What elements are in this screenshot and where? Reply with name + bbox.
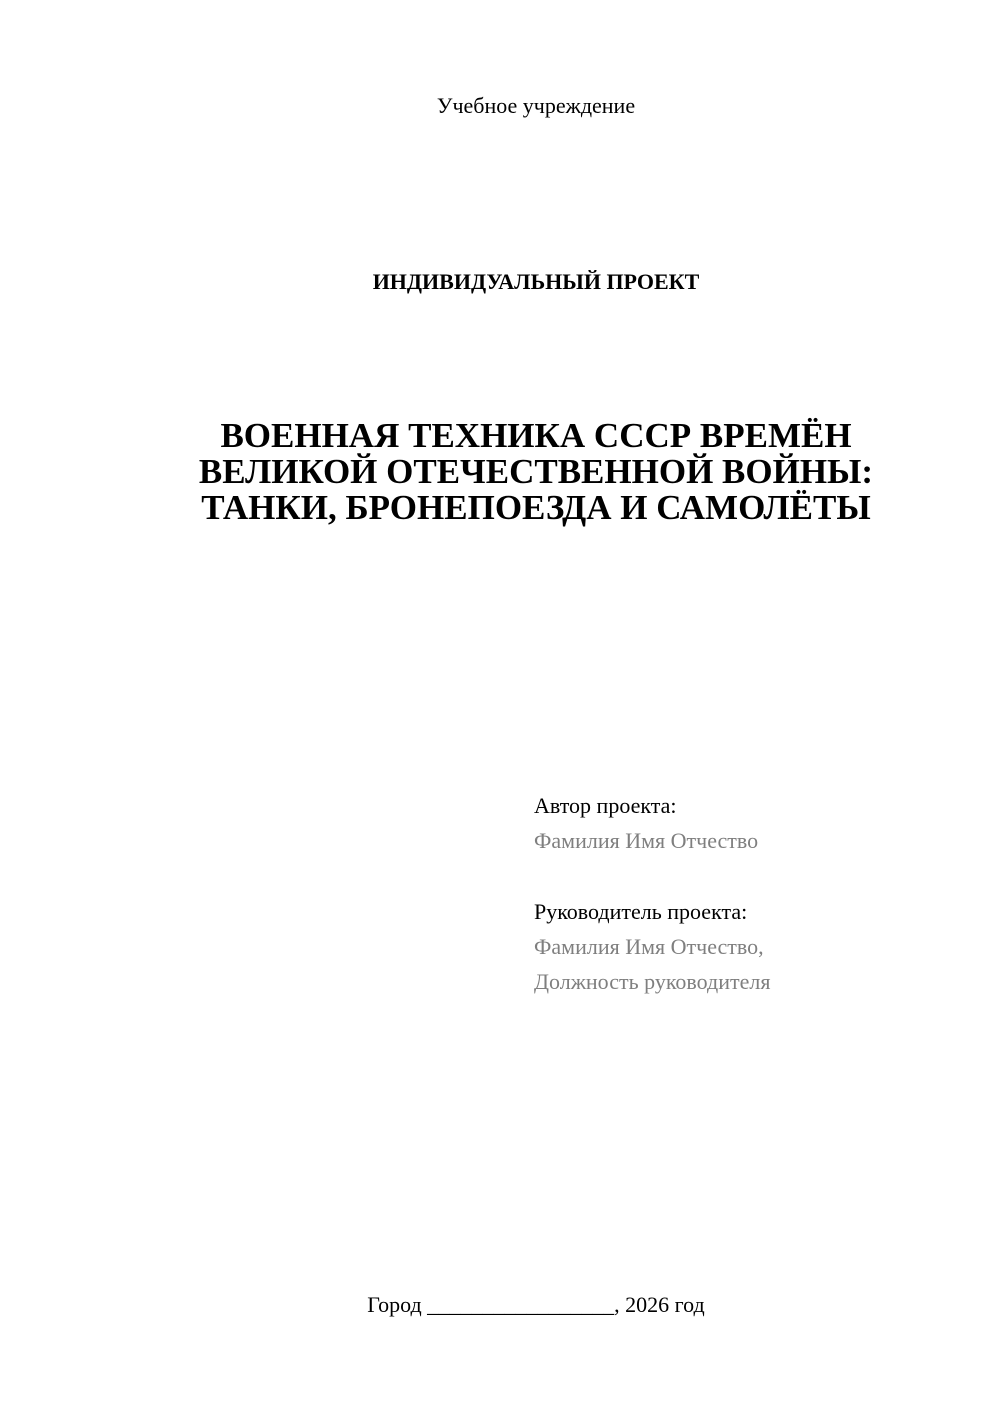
institution-name: Учебное учреждение	[436, 93, 636, 118]
supervisor-label: Руководитель проекта:	[534, 899, 748, 924]
project-type-heading: ИНДИВИДУАЛЬНЫЙ ПРОЕКТ	[372, 269, 700, 294]
author-label: Автор проекта:	[534, 793, 677, 818]
project-info-block	[534, 788, 974, 999]
city-year-line: Город _________________, 2026 год	[367, 1292, 705, 1317]
supervisor-name: Фамилия Имя Отчество,	[534, 934, 764, 959]
project-title-line-2: ВЕЛИКОЙ ОТЕЧЕСТВЕННОЙ ВОЙНЫ:	[198, 452, 874, 491]
supervisor-position: Должность руководителя	[534, 969, 771, 994]
project-title	[150, 418, 922, 526]
project-title-line-3: ТАНКИ, БРОНЕПОЕЗДА И САМОЛЁТЫ	[201, 488, 871, 527]
info-spacer	[534, 858, 974, 894]
author-name: Фамилия Имя Отчество	[534, 828, 759, 853]
project-title-line-1: ВОЕННАЯ ТЕХНИКА СССР ВРЕМЁН	[220, 416, 852, 455]
